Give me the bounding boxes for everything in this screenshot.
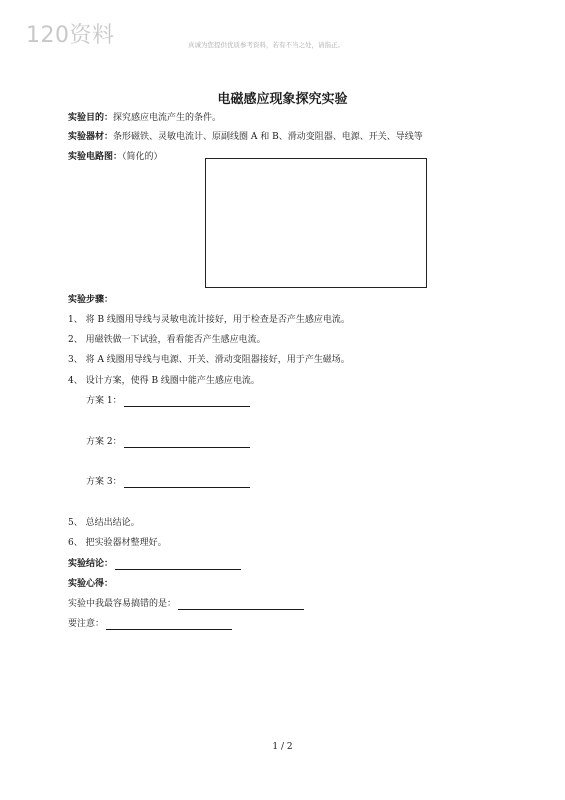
step-5: 5、 总结出结论。 bbox=[68, 518, 140, 528]
circuit-note: （简化的） bbox=[122, 152, 163, 162]
mistake-blank[interactable] bbox=[178, 599, 304, 610]
conclusion-blank[interactable] bbox=[115, 559, 241, 570]
document-title: 电磁感应现象探究实验 bbox=[217, 92, 348, 107]
step-1: 1、 将 B 线圈用导线与灵敏电流计接好，用于检查是否产生感应电流。 bbox=[68, 315, 350, 325]
equipment-line bbox=[68, 131, 423, 143]
plan-3-blank[interactable] bbox=[124, 477, 250, 488]
page-number: 1 / 2 bbox=[272, 742, 293, 752]
plan-2-label: 方案 2： bbox=[86, 437, 122, 447]
circuit-line bbox=[68, 151, 163, 163]
header-disclaimer: 真诚为您提供优质参考资料，若有不当之处，请指正。 bbox=[188, 41, 344, 49]
circuit-label: 实验电路图： bbox=[68, 152, 123, 162]
steps-label: 实验步骤： bbox=[68, 295, 114, 305]
conclusion-label: 实验结论： bbox=[68, 559, 114, 569]
notice-label: 要注意： bbox=[68, 619, 105, 629]
notice-line bbox=[68, 618, 232, 630]
step-3: 3、 将 A 线圈用导线与电源、开关、滑动变阻器接好，用于产生磁场。 bbox=[68, 355, 350, 365]
conclusion-line bbox=[68, 558, 241, 570]
plan-1-label: 方案 1： bbox=[86, 396, 122, 406]
plan-1-line bbox=[86, 395, 250, 407]
purpose-line bbox=[68, 112, 221, 124]
plan-1-blank[interactable] bbox=[124, 396, 250, 407]
plan-3-label: 方案 3： bbox=[86, 477, 122, 487]
step-4: 4、 设计方案，使得 B 线圈中能产生感应电流。 bbox=[68, 376, 260, 386]
plan-3-line bbox=[86, 476, 250, 488]
step-2: 2、 用磁铁做一下试验，看看能否产生感应电流。 bbox=[68, 335, 266, 345]
mistake-label: 实验中我最容易搞错的是： bbox=[68, 599, 177, 609]
insight-label: 实验心得： bbox=[68, 579, 114, 589]
plan-2-line bbox=[86, 436, 250, 448]
purpose-label: 实验目的： bbox=[68, 113, 114, 123]
equipment-text: 条形磁铁、灵敏电流计、原副线圈 A 和 B、滑动变阻器、电源、开关、导线等 bbox=[113, 132, 423, 142]
notice-blank[interactable] bbox=[106, 619, 232, 630]
circuit-diagram-box bbox=[205, 158, 427, 288]
mistake-line bbox=[68, 598, 304, 610]
purpose-text: 探究感应电流产生的条件。 bbox=[113, 113, 222, 123]
step-6: 6、 把实验器材整理好。 bbox=[68, 538, 167, 548]
watermark-logo: 120资料 bbox=[26, 23, 115, 48]
equipment-label: 实验器材： bbox=[68, 132, 114, 142]
plan-2-blank[interactable] bbox=[124, 437, 250, 448]
